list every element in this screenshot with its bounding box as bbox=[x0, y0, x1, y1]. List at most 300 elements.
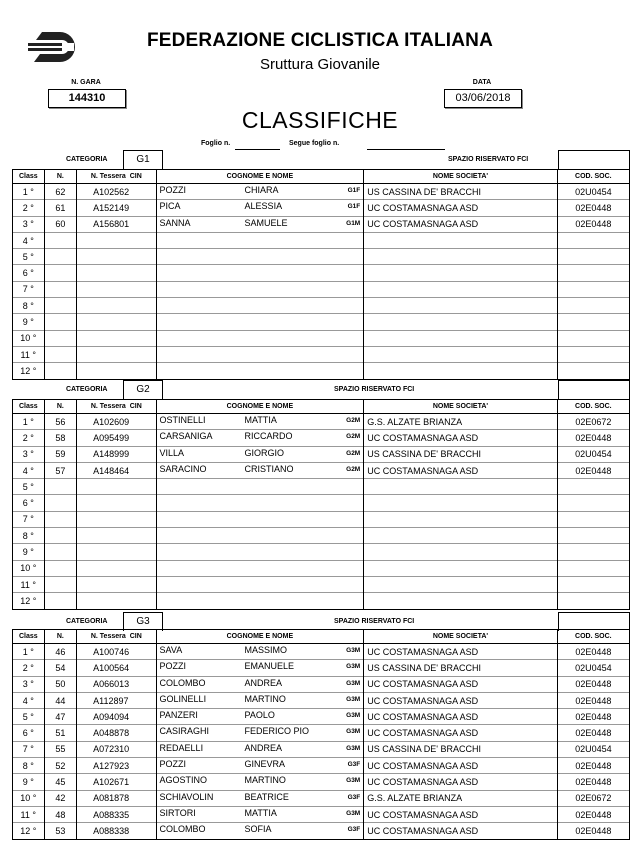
table-header-row bbox=[13, 400, 630, 414]
team-name-cell bbox=[364, 576, 557, 592]
table-row bbox=[13, 495, 630, 511]
athlete-name-cell bbox=[156, 200, 364, 216]
tessera-cell: A112897 bbox=[77, 692, 156, 708]
race-number-cell: 48 bbox=[44, 806, 77, 822]
team-name-cell: UC COSTAMASNAGA ASD bbox=[364, 823, 557, 839]
col-header-tessera bbox=[77, 400, 156, 414]
federation-title: FEDERAZIONE CICLISTICA ITALIANA bbox=[146, 30, 494, 51]
athlete-name-cell bbox=[156, 528, 364, 544]
position-cell: 4 ° bbox=[13, 462, 45, 478]
col-header-cin-label: CIN bbox=[129, 173, 142, 180]
team-name-cell bbox=[364, 495, 557, 511]
gender-category: G3M bbox=[346, 728, 361, 736]
tessera-cell bbox=[77, 298, 156, 314]
tessera-cell bbox=[77, 528, 156, 544]
table-row bbox=[13, 314, 630, 330]
tessera-cell: A048878 bbox=[77, 725, 156, 741]
fci-reserved-label: SPAZIO RISERVATO FCI bbox=[334, 618, 415, 625]
first-name: ALESSIA bbox=[244, 201, 283, 212]
team-name-cell bbox=[364, 479, 557, 495]
tessera-cell: A088338 bbox=[77, 823, 156, 839]
team-code-cell bbox=[557, 330, 629, 346]
table-row bbox=[13, 692, 630, 708]
first-name: ANDREA bbox=[244, 677, 283, 688]
team-code-cell: 02U0454 bbox=[557, 741, 629, 757]
table-row bbox=[13, 281, 630, 297]
category-label: CATEGORIA bbox=[66, 386, 108, 393]
athlete-name-cell bbox=[156, 660, 364, 676]
gender-category: G3M bbox=[346, 663, 361, 671]
table-row bbox=[13, 774, 630, 790]
position-cell: 10 ° bbox=[13, 330, 45, 346]
table-row bbox=[13, 576, 630, 592]
athlete-name-cell bbox=[156, 741, 364, 757]
table-row bbox=[13, 725, 630, 741]
surname: REDAELLI bbox=[159, 742, 204, 753]
tessera-cell bbox=[77, 314, 156, 330]
gender-category: G3M bbox=[346, 777, 361, 785]
first-name: MASSIMO bbox=[244, 645, 288, 655]
team-code-cell bbox=[557, 576, 629, 592]
position-cell: 1 ° bbox=[13, 184, 45, 200]
team-code-cell: 02U0454 bbox=[557, 660, 629, 676]
position-cell: 2 ° bbox=[13, 430, 45, 446]
position-cell: 4 ° bbox=[13, 692, 45, 708]
athlete-name-cell bbox=[156, 511, 364, 527]
athlete-name-cell bbox=[156, 265, 364, 281]
fci-reserved-label: SPAZIO RISERVATO FCI bbox=[448, 156, 529, 163]
gender-category: G2M bbox=[346, 433, 361, 441]
position-cell: 10 ° bbox=[13, 790, 45, 806]
gender-category: G3F bbox=[347, 826, 361, 834]
team-name-cell bbox=[364, 544, 557, 560]
team-name-cell: US CASSINA DE' BRACCHI bbox=[364, 184, 557, 200]
table-row bbox=[13, 511, 630, 527]
athlete-name-cell bbox=[156, 430, 364, 446]
position-cell: 3 ° bbox=[13, 676, 45, 692]
table-row bbox=[13, 184, 630, 200]
team-name-cell: US CASSINA DE' BRACCHI bbox=[364, 446, 557, 462]
tessera-cell: A148999 bbox=[77, 446, 156, 462]
team-name-cell: US CASSINA DE' BRACCHI bbox=[364, 660, 557, 676]
race-number-cell: 42 bbox=[44, 790, 77, 806]
col-header-name: COGNOME E NOME bbox=[156, 170, 364, 184]
team-code-cell: 02E0448 bbox=[557, 430, 629, 446]
table-row bbox=[13, 232, 630, 248]
race-number-cell bbox=[44, 593, 77, 609]
race-number-cell bbox=[44, 346, 77, 362]
surname: COLOMBO bbox=[159, 677, 206, 688]
surname: CASIRAGHI bbox=[159, 726, 210, 737]
gender-category: G3M bbox=[346, 647, 361, 654]
team-code-cell: 02E0448 bbox=[557, 806, 629, 822]
first-name: MATTIA bbox=[244, 807, 277, 818]
tessera-cell: A100746 bbox=[77, 644, 156, 660]
category-header-g1 bbox=[12, 150, 630, 170]
athlete-name-cell bbox=[156, 314, 364, 330]
tessera-cell bbox=[77, 593, 156, 609]
surname: VILLA bbox=[159, 447, 185, 458]
race-number-cell bbox=[44, 232, 77, 248]
table-row bbox=[13, 528, 630, 544]
position-cell: 5 ° bbox=[13, 249, 45, 265]
classification-table-g3 bbox=[12, 629, 630, 840]
tessera-cell bbox=[77, 544, 156, 560]
race-number-cell: 53 bbox=[44, 823, 77, 839]
position-cell: 7 ° bbox=[13, 511, 45, 527]
team-code-cell: 02E0448 bbox=[557, 692, 629, 708]
team-name-cell: UC COSTAMASNAGA ASD bbox=[364, 644, 557, 660]
first-name: MARTINO bbox=[244, 693, 286, 704]
table-row bbox=[13, 709, 630, 725]
table-row bbox=[13, 741, 630, 757]
tessera-cell bbox=[77, 511, 156, 527]
team-code-cell: 02E0448 bbox=[557, 644, 629, 660]
table-row bbox=[13, 265, 630, 281]
team-name-cell bbox=[364, 511, 557, 527]
tessera-cell: A072310 bbox=[77, 741, 156, 757]
team-code-cell: 02E0448 bbox=[557, 462, 629, 478]
race-number-cell bbox=[44, 544, 77, 560]
surname: SANNA bbox=[159, 217, 191, 228]
team-name-cell: UC COSTAMASNAGA ASD bbox=[364, 709, 557, 725]
athlete-name-cell bbox=[156, 346, 364, 362]
race-number-cell: 45 bbox=[44, 774, 77, 790]
team-code-cell bbox=[557, 281, 629, 297]
position-cell: 12 ° bbox=[13, 593, 45, 609]
race-date: 03/06/2018 bbox=[444, 89, 522, 108]
surname: COLOMBO bbox=[159, 824, 206, 835]
tessera-cell bbox=[77, 346, 156, 362]
athlete-name-cell bbox=[156, 806, 364, 822]
athlete-name-cell bbox=[156, 709, 364, 725]
tessera-cell: A127923 bbox=[77, 758, 156, 774]
surname: SARACINO bbox=[159, 463, 207, 474]
table-row bbox=[13, 790, 630, 806]
table-row bbox=[13, 644, 630, 660]
race-number-cell bbox=[44, 298, 77, 314]
surname: PICA bbox=[159, 201, 181, 212]
col-header-cod: COD. SOC. bbox=[557, 630, 629, 644]
table-row bbox=[13, 823, 630, 839]
category-value: G1 bbox=[123, 150, 163, 169]
tessera-cell: A081878 bbox=[77, 790, 156, 806]
race-number-cell: 60 bbox=[44, 216, 77, 232]
race-number-cell: 55 bbox=[44, 741, 77, 757]
position-cell: 9 ° bbox=[13, 774, 45, 790]
team-name-cell: G.S. ALZATE BRIANZA bbox=[364, 790, 557, 806]
table-row bbox=[13, 216, 630, 232]
team-name-cell bbox=[364, 363, 557, 379]
table-row bbox=[13, 544, 630, 560]
tessera-cell: A100564 bbox=[77, 660, 156, 676]
gender-category: G3M bbox=[346, 809, 361, 817]
col-header-tessera bbox=[77, 170, 156, 184]
race-number-cell bbox=[44, 479, 77, 495]
table-row bbox=[13, 676, 630, 692]
federation-subtitle: Sruttura Giovanile bbox=[259, 56, 381, 73]
tessera-cell bbox=[77, 249, 156, 265]
team-name-cell: UC COSTAMASNAGA ASD bbox=[364, 725, 557, 741]
first-name: GIORGIO bbox=[244, 447, 285, 458]
team-name-cell: UC COSTAMASNAGA ASD bbox=[364, 676, 557, 692]
race-number-cell: 51 bbox=[44, 725, 77, 741]
athlete-name-cell bbox=[156, 298, 364, 314]
gender-category: G2M bbox=[346, 449, 361, 457]
athlete-name-cell bbox=[156, 644, 364, 660]
team-code-cell bbox=[557, 593, 629, 609]
team-name-cell bbox=[364, 314, 557, 330]
gara-label: N. GARA bbox=[71, 79, 101, 86]
first-name: MATTIA bbox=[244, 415, 277, 425]
table-row bbox=[13, 446, 630, 462]
table-row bbox=[13, 249, 630, 265]
team-code-cell bbox=[557, 314, 629, 330]
race-number-cell bbox=[44, 511, 77, 527]
team-code-cell bbox=[557, 560, 629, 576]
team-code-cell bbox=[557, 346, 629, 362]
col-header-cod: COD. SOC. bbox=[557, 400, 629, 414]
race-number-cell: 59 bbox=[44, 446, 77, 462]
position-cell: 2 ° bbox=[13, 660, 45, 676]
team-code-cell: 02E0448 bbox=[557, 823, 629, 839]
table-row bbox=[13, 200, 630, 216]
position-cell: 12 ° bbox=[13, 823, 45, 839]
team-name-cell bbox=[364, 593, 557, 609]
athlete-name-cell bbox=[156, 692, 364, 708]
gender-category: G3F bbox=[347, 793, 361, 801]
foglio-label: Foglio n. bbox=[201, 140, 231, 147]
col-header-name: COGNOME E NOME bbox=[156, 630, 364, 644]
tessera-cell: A066013 bbox=[77, 676, 156, 692]
athlete-name-cell bbox=[156, 462, 364, 478]
position-cell: 3 ° bbox=[13, 446, 45, 462]
team-name-cell bbox=[364, 330, 557, 346]
team-code-cell: 02E0672 bbox=[557, 790, 629, 806]
race-number-cell bbox=[44, 265, 77, 281]
gender-category: G2M bbox=[346, 417, 361, 424]
gender-category: G1F bbox=[347, 187, 361, 194]
first-name: CRISTIANO bbox=[244, 463, 294, 474]
category-value: G2 bbox=[123, 380, 163, 399]
athlete-name-cell bbox=[156, 232, 364, 248]
athlete-name-cell bbox=[156, 184, 364, 200]
surname: SAVA bbox=[159, 645, 183, 655]
first-name: ANDREA bbox=[244, 742, 283, 753]
team-name-cell: US CASSINA DE' BRACCHI bbox=[364, 741, 557, 757]
position-cell: 1 ° bbox=[13, 414, 45, 430]
position-cell: 8 ° bbox=[13, 298, 45, 314]
tessera-cell bbox=[77, 363, 156, 379]
race-number-cell: 57 bbox=[44, 462, 77, 478]
athlete-name-cell bbox=[156, 495, 364, 511]
position-cell: 8 ° bbox=[13, 528, 45, 544]
race-number-cell: 61 bbox=[44, 200, 77, 216]
team-name-cell: UC COSTAMASNAGA ASD bbox=[364, 430, 557, 446]
athlete-name-cell bbox=[156, 790, 364, 806]
athlete-name-cell bbox=[156, 758, 364, 774]
col-header-societa: NOME SOCIETA' bbox=[364, 630, 557, 644]
athlete-name-cell bbox=[156, 544, 364, 560]
surname: SCHIAVOLIN bbox=[159, 791, 214, 802]
team-name-cell bbox=[364, 298, 557, 314]
col-header-tessera-label: N. Tessera bbox=[90, 173, 126, 180]
race-number-cell bbox=[44, 314, 77, 330]
surname: GOLINELLI bbox=[159, 693, 207, 704]
athlete-name-cell bbox=[156, 576, 364, 592]
classification-table-g1 bbox=[12, 169, 630, 380]
category-header-g2 bbox=[12, 380, 630, 400]
category-label: CATEGORIA bbox=[66, 156, 108, 163]
position-cell: 8 ° bbox=[13, 758, 45, 774]
page-title: CLASSIFICHE bbox=[241, 107, 399, 133]
gender-category: G3F bbox=[347, 761, 361, 769]
athlete-name-cell bbox=[156, 414, 364, 430]
first-name: CHIARA bbox=[244, 185, 279, 195]
race-number-cell: 54 bbox=[44, 660, 77, 676]
tessera-cell bbox=[77, 265, 156, 281]
table-row bbox=[13, 593, 630, 609]
tessera-cell bbox=[77, 330, 156, 346]
col-header-number: N. bbox=[44, 170, 77, 184]
position-cell: 9 ° bbox=[13, 314, 45, 330]
position-cell: 5 ° bbox=[13, 479, 45, 495]
classification-table-g2 bbox=[12, 399, 630, 610]
team-code-cell bbox=[557, 511, 629, 527]
table-header-row bbox=[13, 630, 630, 644]
table-row bbox=[13, 363, 630, 379]
category-label: CATEGORIA bbox=[66, 618, 108, 625]
category-value: G3 bbox=[123, 612, 163, 631]
surname: CARSANIGA bbox=[159, 431, 213, 442]
team-code-cell bbox=[557, 249, 629, 265]
team-code-cell: 02E0448 bbox=[557, 774, 629, 790]
first-name: BEATRICE bbox=[244, 791, 289, 802]
race-number-cell bbox=[44, 363, 77, 379]
athlete-name-cell bbox=[156, 479, 364, 495]
surname: POZZI bbox=[159, 759, 187, 770]
first-name: SOFIA bbox=[244, 824, 272, 835]
race-number-cell bbox=[44, 495, 77, 511]
team-code-cell: 02E0448 bbox=[557, 200, 629, 216]
team-code-cell bbox=[557, 232, 629, 248]
col-header-cod: COD. SOC. bbox=[557, 170, 629, 184]
team-name-cell: UC COSTAMASNAGA ASD bbox=[364, 462, 557, 478]
position-cell: 6 ° bbox=[13, 495, 45, 511]
race-number-cell bbox=[44, 249, 77, 265]
segue-foglio-label: Segue foglio n. bbox=[289, 140, 340, 147]
tessera-cell bbox=[77, 281, 156, 297]
col-header-cin-label: CIN bbox=[129, 633, 142, 640]
gender-category: G3M bbox=[346, 679, 361, 687]
race-number-cell: 46 bbox=[44, 644, 77, 660]
tessera-cell bbox=[77, 560, 156, 576]
team-code-cell: 02E0448 bbox=[557, 216, 629, 232]
position-cell: 9 ° bbox=[13, 544, 45, 560]
team-name-cell: UC COSTAMASNAGA ASD bbox=[364, 806, 557, 822]
team-name-cell: UC COSTAMASNAGA ASD bbox=[364, 774, 557, 790]
team-code-cell: 02E0448 bbox=[557, 758, 629, 774]
team-name-cell: UC COSTAMASNAGA ASD bbox=[364, 692, 557, 708]
tessera-cell: A088335 bbox=[77, 806, 156, 822]
position-cell: 1 ° bbox=[13, 644, 45, 660]
fci-reserved-box bbox=[558, 380, 630, 399]
team-code-cell: 02E0448 bbox=[557, 676, 629, 692]
table-row bbox=[13, 414, 630, 430]
race-number-cell: 47 bbox=[44, 709, 77, 725]
table-row bbox=[13, 346, 630, 362]
race-number-cell: 58 bbox=[44, 430, 77, 446]
team-code-cell bbox=[557, 363, 629, 379]
col-header-tessera-label: N. Tessera bbox=[90, 633, 126, 640]
team-name-cell bbox=[364, 560, 557, 576]
athlete-name-cell bbox=[156, 593, 364, 609]
tessera-cell bbox=[77, 576, 156, 592]
first-name: FEDERICO PIO bbox=[244, 726, 310, 737]
table-row bbox=[13, 560, 630, 576]
gara-number: 144310 bbox=[48, 89, 126, 108]
athlete-name-cell bbox=[156, 216, 364, 232]
race-number-cell bbox=[44, 560, 77, 576]
table-row bbox=[13, 479, 630, 495]
tessera-cell bbox=[77, 495, 156, 511]
race-number-cell: 56 bbox=[44, 414, 77, 430]
tessera-cell bbox=[77, 479, 156, 495]
position-cell: 11 ° bbox=[13, 346, 45, 362]
tessera-cell: A102609 bbox=[77, 414, 156, 430]
gender-category: G2M bbox=[346, 465, 361, 473]
fci-reserved-box bbox=[558, 150, 630, 169]
team-code-cell: 02E0672 bbox=[557, 414, 629, 430]
position-cell: 3 ° bbox=[13, 216, 45, 232]
team-name-cell bbox=[364, 281, 557, 297]
athlete-name-cell bbox=[156, 363, 364, 379]
position-cell: 7 ° bbox=[13, 741, 45, 757]
team-name-cell: UC COSTAMASNAGA ASD bbox=[364, 200, 557, 216]
first-name: SAMUELE bbox=[244, 217, 288, 228]
data-label: DATA bbox=[472, 79, 492, 86]
first-name: RICCARDO bbox=[244, 431, 293, 442]
first-name: PAOLO bbox=[244, 710, 275, 721]
table-header-row bbox=[13, 170, 630, 184]
race-number-cell bbox=[44, 576, 77, 592]
athlete-name-cell bbox=[156, 676, 364, 692]
team-code-cell bbox=[557, 544, 629, 560]
position-cell: 10 ° bbox=[13, 560, 45, 576]
col-header-number: N. bbox=[44, 630, 77, 644]
race-number-cell: 62 bbox=[44, 184, 77, 200]
athlete-name-cell bbox=[156, 560, 364, 576]
surname: POZZI bbox=[159, 661, 187, 672]
team-code-cell: 02E0448 bbox=[557, 725, 629, 741]
team-code-cell: 02U0454 bbox=[557, 184, 629, 200]
tessera-cell: A102671 bbox=[77, 774, 156, 790]
race-number-cell bbox=[44, 281, 77, 297]
col-header-name: COGNOME E NOME bbox=[156, 400, 364, 414]
surname: SIRTORI bbox=[159, 807, 196, 818]
col-header-tessera-label: N. Tessera bbox=[90, 403, 126, 410]
tessera-cell: A152149 bbox=[77, 200, 156, 216]
table-row bbox=[13, 806, 630, 822]
race-number-cell: 44 bbox=[44, 692, 77, 708]
gender-category: G1F bbox=[347, 203, 361, 211]
race-number-cell bbox=[44, 528, 77, 544]
team-name-cell: UC COSTAMASNAGA ASD bbox=[364, 216, 557, 232]
race-number-cell: 50 bbox=[44, 676, 77, 692]
foglio-field bbox=[235, 140, 280, 150]
team-name-cell: G.S. ALZATE BRIANZA bbox=[364, 414, 557, 430]
gender-category: G3M bbox=[346, 712, 361, 720]
